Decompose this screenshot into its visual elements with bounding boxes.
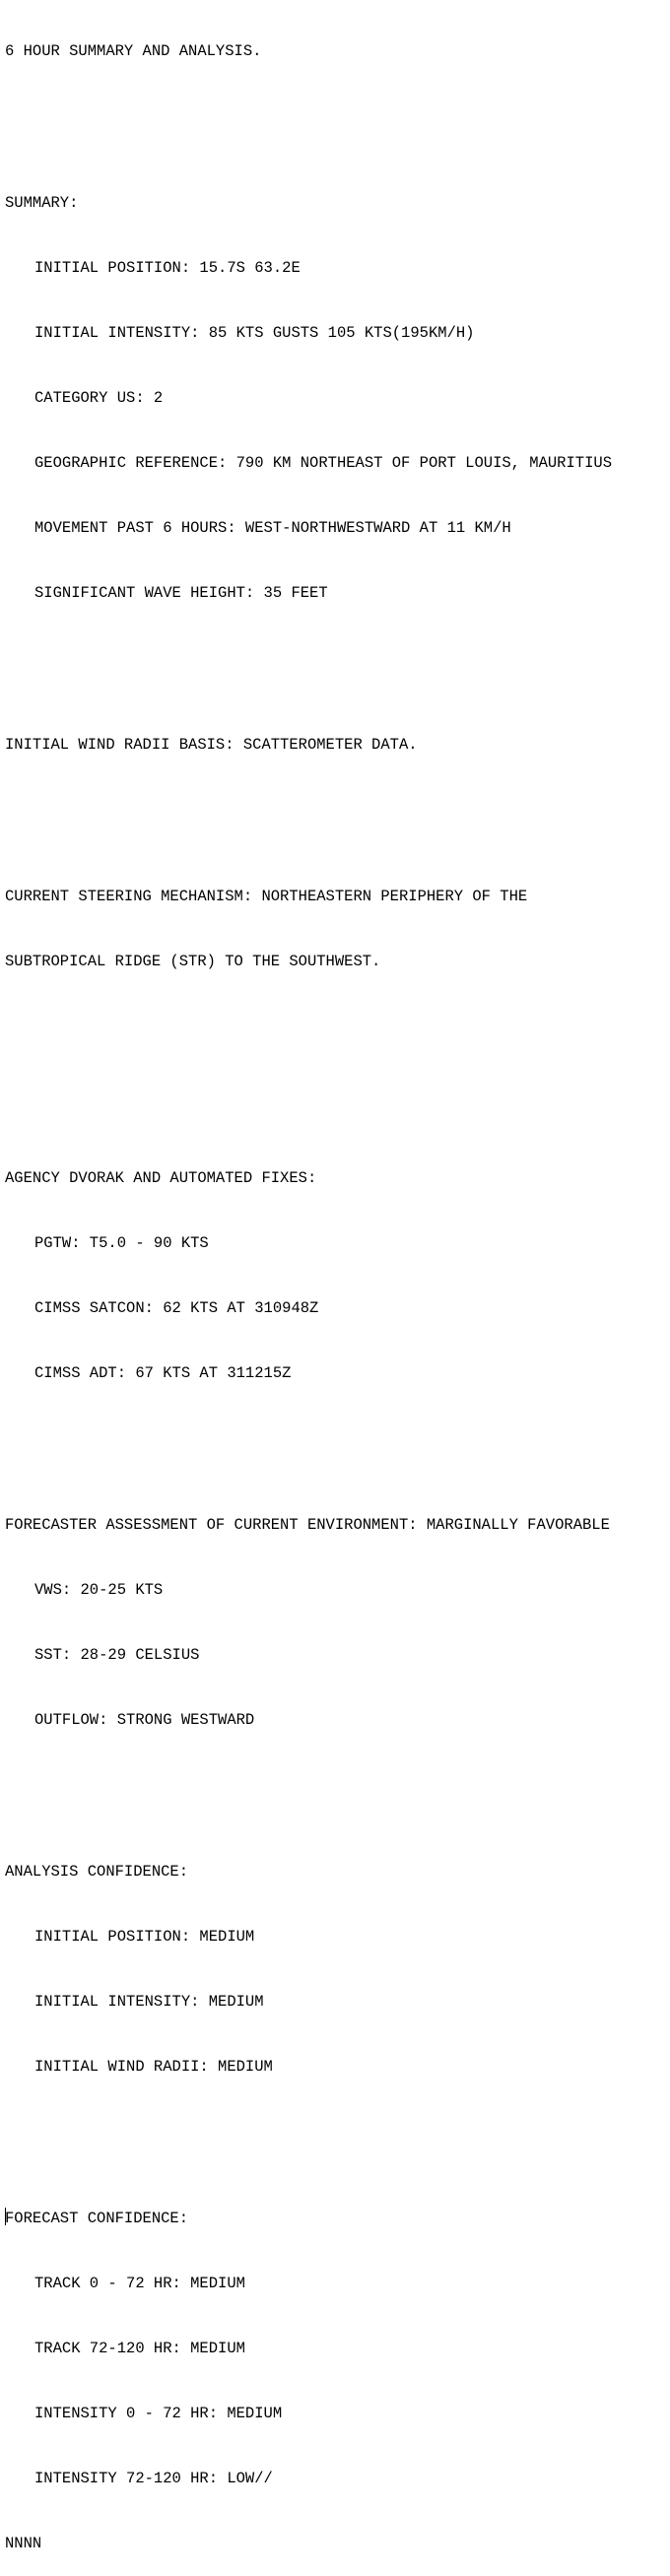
- fixes-heading: AGENCY DVORAK AND AUTOMATED FIXES:: [5, 1169, 317, 1187]
- forecast-track-0-72: TRACK 0 - 72 HR: MEDIUM: [34, 2275, 245, 2292]
- analysis-confidence-intensity: INITIAL INTENSITY: MEDIUM: [34, 1993, 264, 2011]
- summary-initial-intensity: INITIAL INTENSITY: 85 KTS GUSTS 105 KTS(195KM/H): [34, 324, 475, 342]
- environment-outflow: OUTFLOW: STRONG WESTWARD: [34, 1711, 255, 1729]
- forecast-confidence-heading: FORECAST CONFIDENCE:: [5, 2210, 189, 2227]
- spacer: [5, 105, 612, 127]
- summary-movement: MOVEMENT PAST 6 HOURS: WEST-NORTHWESTWARD AT 11 KM/H: [34, 519, 511, 537]
- forecast-intensity-0-72: INTENSITY 0 - 72 HR: MEDIUM: [34, 2405, 283, 2422]
- forecast-confidence-line[interactable]: [5, 2208, 612, 2229]
- analysis-confidence-wind-radii: INITIAL WIND RADII: MEDIUM: [34, 2058, 273, 2076]
- spacer: [5, 799, 612, 821]
- forecast-intensity-72-120: INTENSITY 72-120 HR: LOW//: [34, 2470, 273, 2487]
- summary-heading: SUMMARY:: [5, 194, 79, 212]
- spacer: [5, 2121, 612, 2143]
- summary-category: CATEGORY US: 2: [34, 389, 164, 407]
- summary-geographic-reference: GEOGRAPHIC REFERENCE: 790 KM NORTHEAST OF PORT LOUIS, MAURITIUS: [34, 454, 612, 472]
- fixes-pgtw: PGTW: T5.0 - 90 KTS: [34, 1234, 209, 1252]
- fixes-satcon: CIMSS SATCON: 62 KTS AT 310948Z: [34, 1299, 319, 1317]
- environment-heading: FORECASTER ASSESSMENT OF CURRENT ENVIRONMENT: MARGINALLY FAVORABLE: [5, 1516, 610, 1534]
- wind-radii-basis: INITIAL WIND RADII BASIS: SCATTEROMETER DATA.: [5, 736, 418, 754]
- spacer: [5, 1774, 612, 1796]
- steering-line-1: CURRENT STEERING MECHANISM: NORTHEASTERN PERIPHERY OF THE: [5, 888, 528, 905]
- summary-initial-position: INITIAL POSITION: 15.7S 63.2E: [34, 259, 301, 277]
- fixes-adt: CIMSS ADT: 67 KTS AT 311215Z: [34, 1364, 292, 1382]
- forecast-track-72-120: TRACK 72-120 HR: MEDIUM: [34, 2340, 245, 2357]
- spacer: [5, 1081, 612, 1102]
- steering-line-2: SUBTROPICAL RIDGE (STR) TO THE SOUTHWEST.: [5, 953, 381, 970]
- spacer: [5, 647, 612, 669]
- document-header: 6 HOUR SUMMARY AND ANALYSIS.: [5, 42, 262, 60]
- spacer: [5, 1016, 612, 1037]
- document-footer: NNNN: [5, 2535, 42, 2552]
- analysis-confidence-position: INITIAL POSITION: MEDIUM: [34, 1928, 255, 1946]
- spacer: [5, 1427, 612, 1449]
- environment-vws: VWS: 20-25 KTS: [34, 1581, 164, 1599]
- summary-wave-height: SIGNIFICANT WAVE HEIGHT: 35 FEET: [34, 584, 328, 602]
- bulletin-document: [5, 0, 612, 2576]
- environment-sst: SST: 28-29 CELSIUS: [34, 1646, 200, 1664]
- analysis-confidence-heading: ANALYSIS CONFIDENCE:: [5, 1863, 189, 1881]
